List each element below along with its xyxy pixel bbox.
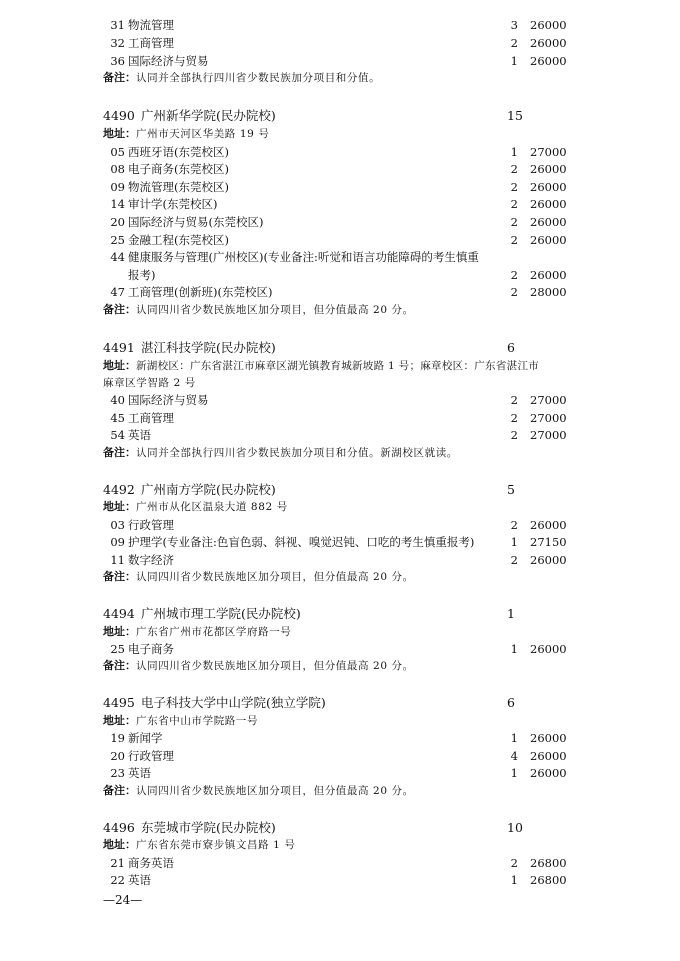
major-code: 32 (110, 36, 125, 50)
note (103, 657, 414, 675)
address-text: 广东省东莞市寮步镇文昌路 1 号 (136, 839, 296, 851)
major-name: 新闻学 (128, 731, 163, 745)
major-count: 1 (510, 873, 518, 887)
school-header (0, 481, 680, 499)
table-row (0, 747, 680, 765)
major-count: 2 (510, 856, 518, 870)
school-name: 广州城市理工学院(民办院校) (141, 606, 301, 621)
major-code: 31 (110, 18, 125, 32)
major-count: 2 (510, 233, 518, 247)
school-code: 4494 (103, 606, 135, 621)
note-row (0, 568, 680, 586)
note (103, 444, 458, 462)
major-fee: 26000 (530, 197, 567, 211)
school-total: 5 (507, 482, 515, 497)
address-label: 地址： (103, 359, 136, 372)
major-count: 1 (510, 766, 518, 780)
major-fee: 26000 (530, 766, 567, 780)
major-name: 工商管理 (128, 411, 174, 425)
major-fee: 27000 (530, 428, 567, 442)
school-total: 10 (507, 820, 523, 835)
address-label: 地址： (103, 625, 136, 638)
address-label: 地址： (103, 714, 136, 727)
page-number: —24— (103, 893, 143, 907)
major-name: 国际经济与贸易 (128, 54, 209, 68)
school-title (103, 694, 515, 712)
note-text: 认同四川省少数民族地区加分项目，但分值最高 20 分。 (136, 304, 414, 316)
major-name: 电子商务(东莞校区) (128, 162, 229, 176)
major-count: 2 (510, 553, 518, 567)
major-name: 商务英语 (128, 856, 174, 870)
major-count: 1 (510, 731, 518, 745)
major-code: 23 (110, 766, 125, 780)
major-code: 25 (110, 642, 125, 656)
table-row (0, 533, 680, 551)
address-text: 新湖校区：广东省湛江市麻章区湖光镇教育城新坡路 1 号；麻章校区：广东省湛江市 (136, 360, 540, 372)
major-count: 2 (510, 411, 518, 425)
major-fee: 27000 (530, 145, 567, 159)
school-name: 广州南方学院(民办院校) (141, 482, 276, 497)
major-code: 21 (110, 856, 125, 870)
major-name: 工商管理(创新班)(东莞校区) (128, 285, 273, 299)
major-code: 22 (110, 873, 125, 887)
address (103, 125, 269, 143)
address (103, 357, 539, 375)
major-name: 英语 (128, 766, 151, 780)
note-row (0, 782, 680, 800)
major-count: 2 (510, 393, 518, 407)
address-text: 广州市从化区温泉大道 882 号 (136, 501, 288, 513)
school-name: 广州新华学院(民办院校) (141, 108, 276, 123)
school-code: 4495 (103, 695, 135, 710)
address-text: 广东省中山市学院路一号 (136, 715, 259, 727)
school-name: 电子科技大学中山学院(独立学院) (141, 695, 326, 710)
note-text: 认同四川省少数民族地区加分项目，但分值最高 20 分。 (136, 785, 414, 797)
major-count: 2 (510, 518, 518, 532)
major-code: 03 (110, 518, 125, 532)
note (103, 782, 414, 800)
school-header (0, 694, 680, 712)
table-row (0, 143, 680, 161)
school-header (0, 605, 680, 623)
note-row (0, 69, 680, 87)
address-row-continued (0, 374, 680, 392)
major-count: 2 (510, 428, 518, 442)
major-name: 健康服务与管理(广州校区)(专业备注:听觉和语言功能障碍的考生慎重 (128, 250, 479, 264)
table-row (0, 160, 680, 178)
table-row (0, 16, 680, 34)
major-count: 2 (510, 36, 518, 50)
address (103, 712, 258, 730)
table-row (0, 551, 680, 569)
note (103, 69, 380, 87)
major-fee: 26000 (530, 518, 567, 532)
major-fee: 26000 (530, 18, 567, 32)
major-fee: 26000 (530, 731, 567, 745)
address (103, 623, 291, 641)
major-count: 2 (510, 215, 518, 229)
address-text-continued: 麻章区学智路 2 号 (103, 377, 196, 389)
major-code: 44 (110, 250, 125, 264)
note-text: 认同并全部执行四川省少数民族加分项目和分值。新湖校区就读。 (136, 447, 458, 459)
table-row (0, 640, 680, 658)
address-row (0, 712, 680, 730)
major-count: 1 (510, 145, 518, 159)
address-continued (103, 374, 196, 392)
major-code: 25 (110, 233, 125, 247)
major-fee: 27150 (530, 535, 567, 549)
major-code: 40 (110, 393, 125, 407)
major-code: 20 (110, 749, 125, 763)
major-name: 工商管理 (128, 36, 174, 50)
school-header (0, 339, 680, 357)
table-row (0, 34, 680, 52)
school-title (103, 605, 515, 623)
major-fee: 26800 (530, 856, 567, 870)
note-text: 认同并全部执行四川省少数民族加分项目和分值。 (136, 72, 381, 84)
major-fee: 26000 (530, 36, 567, 50)
note-label: 备注： (103, 446, 136, 459)
note-text: 认同四川省少数民族地区加分项目，但分值最高 20 分。 (136, 660, 414, 672)
major-count: 1 (510, 642, 518, 656)
table-row (0, 178, 680, 196)
table-row (0, 729, 680, 747)
table-row (0, 426, 680, 444)
major-code: 09 (110, 180, 125, 194)
note-row (0, 444, 680, 462)
school-code: 4496 (103, 820, 135, 835)
major-name: 电子商务 (128, 642, 174, 656)
major-name: 行政管理 (128, 518, 174, 532)
major-code: 54 (110, 428, 125, 442)
table-row (0, 283, 680, 301)
major-fee: 27000 (530, 411, 567, 425)
major-fee: 26000 (530, 642, 567, 656)
major-fee: 26000 (530, 268, 567, 282)
major-fee: 28000 (530, 285, 567, 299)
note (103, 568, 414, 586)
major-code: 11 (110, 553, 125, 567)
address (103, 498, 288, 516)
school-code: 4491 (103, 340, 135, 355)
school-code: 4492 (103, 482, 135, 497)
address-row (0, 498, 680, 516)
school-title (103, 819, 523, 837)
major-code: 45 (110, 411, 125, 425)
school-code: 4490 (103, 108, 135, 123)
major-fee: 26000 (530, 749, 567, 763)
major-name: 物流管理(东莞校区) (128, 180, 229, 194)
major-count: 2 (510, 197, 518, 211)
major-fee: 26000 (530, 180, 567, 194)
address-text: 广东省广州市花都区学府路一号 (136, 626, 292, 638)
school-total: 15 (507, 108, 523, 123)
school-total: 1 (507, 606, 515, 621)
note (103, 301, 414, 319)
address-text: 广州市天河区华美路 19 号 (136, 128, 270, 140)
school-header (0, 107, 680, 125)
major-count: 2 (510, 162, 518, 176)
school-title (103, 339, 515, 357)
major-name: 金融工程(东莞校区) (128, 233, 229, 247)
address-label: 地址： (103, 500, 136, 513)
note-label: 备注： (103, 570, 136, 583)
note-label: 备注： (103, 784, 136, 797)
address (103, 836, 295, 854)
major-count: 1 (510, 54, 518, 68)
major-count: 2 (510, 180, 518, 194)
major-code: 14 (110, 197, 125, 211)
table-row-continued (0, 266, 680, 284)
table-row (0, 516, 680, 534)
major-code: 19 (110, 731, 125, 745)
major-name: 物流管理 (128, 18, 174, 32)
school-total: 6 (507, 695, 515, 710)
table-row (0, 195, 680, 213)
major-name: 英语 (128, 428, 151, 442)
major-fee: 27000 (530, 393, 567, 407)
major-count: 1 (510, 535, 518, 549)
major-code: 08 (110, 162, 125, 176)
major-name-continued: 报考) (128, 268, 156, 282)
table-row (0, 409, 680, 427)
major-name: 西班牙语(东莞校区) (128, 145, 229, 159)
major-fee: 26000 (530, 54, 567, 68)
table-row (0, 854, 680, 872)
note-label: 备注： (103, 659, 136, 672)
major-fee: 26000 (530, 233, 567, 247)
major-name: 国际经济与贸易(东莞校区) (128, 215, 264, 229)
address-row (0, 357, 680, 375)
major-code: 36 (110, 54, 125, 68)
major-name: 行政管理 (128, 749, 174, 763)
note-row (0, 657, 680, 675)
major-count: 3 (510, 18, 518, 32)
table-row (0, 213, 680, 231)
table-row (0, 764, 680, 782)
major-fee: 26000 (530, 215, 567, 229)
major-name: 护理学(专业备注:色盲色弱、斜视、嗅觉迟钝、口吃的考生慎重报考) (128, 535, 475, 549)
address-label: 地址： (103, 127, 136, 140)
major-count: 4 (510, 749, 518, 763)
table-row (0, 391, 680, 409)
major-name: 数字经济 (128, 553, 174, 567)
table-row (0, 231, 680, 249)
major-code: 05 (110, 145, 125, 159)
school-title (103, 107, 523, 125)
major-name: 审计学(东莞校区) (128, 197, 218, 211)
major-name: 英语 (128, 873, 151, 887)
major-code: 20 (110, 215, 125, 229)
school-title (103, 481, 515, 499)
major-name: 国际经济与贸易 (128, 393, 209, 407)
major-count: 2 (510, 268, 518, 282)
school-header (0, 819, 680, 837)
address-row (0, 125, 680, 143)
table-row (0, 52, 680, 70)
major-count: 2 (510, 285, 518, 299)
major-code: 09 (110, 535, 125, 549)
major-fee: 26000 (530, 553, 567, 567)
major-code: 47 (110, 285, 125, 299)
address-label: 地址： (103, 838, 136, 851)
note-row (0, 301, 680, 319)
school-total: 6 (507, 340, 515, 355)
address-row (0, 623, 680, 641)
note-label: 备注： (103, 303, 136, 316)
major-fee: 26000 (530, 162, 567, 176)
table-row (0, 871, 680, 889)
address-row (0, 836, 680, 854)
note-label: 备注： (103, 71, 136, 84)
note-text: 认同四川省少数民族地区加分项目，但分值最高 20 分。 (136, 571, 414, 583)
major-fee: 26800 (530, 873, 567, 887)
school-name: 东莞城市学院(民办院校) (141, 820, 276, 835)
table-row (0, 248, 680, 266)
school-name: 湛江科技学院(民办院校) (141, 340, 276, 355)
